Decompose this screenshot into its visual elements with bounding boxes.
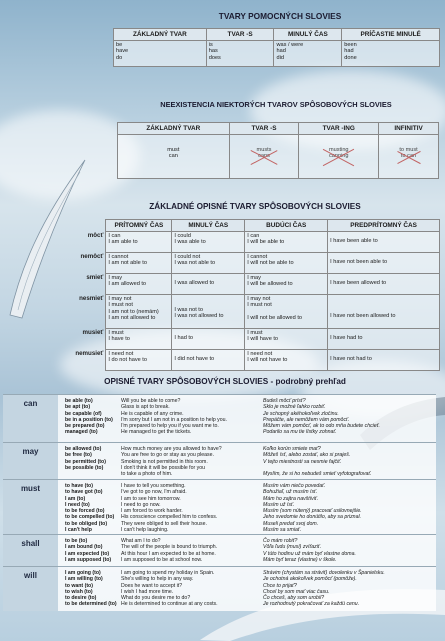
row-label: môcť: [87, 231, 104, 239]
table-cell: I have not been able to: [328, 253, 440, 274]
modal-section-may: [3, 442, 436, 479]
crossed-out-cell: to must to can: [379, 135, 439, 179]
table-cell: be have do: [114, 41, 207, 67]
table-cell: been had done: [342, 41, 440, 67]
forms-column: I am going (to) I am willing (to) to want (to) to wish (to) to desire (to) to be determined (to): [65, 570, 117, 608]
modal-section-shall: [3, 534, 436, 566]
table-cell: must can: [118, 135, 230, 179]
table-cell: I may I will be allowed to: [245, 274, 328, 295]
modal-verb-label: may: [3, 443, 58, 479]
table-cell: I cannot I will not be able to: [245, 253, 328, 274]
english-examples-column: Will you be able to come? Glass is apt to break. He is capable of any crime. I'm sorry but I am not in a position to help you. I'm prepared to help you if you want me to. He managed to get the tickets.: [121, 398, 227, 436]
forms-column: be allowed (to) be free (to) be permitted (to) be possible (to): [65, 446, 106, 471]
modal-verb-label: will: [3, 567, 58, 611]
slovak-translations-column: Koľko korún smiete mať? Môžeš ísť, alebo zostať, ako si praješ. V tejto miestnosti sa nesmie fajčiť. Myslím, že si ho nebudeš smieť vyfotografovať.: [263, 446, 372, 478]
column-header: ZÁKLADNÝ TVAR: [114, 29, 207, 41]
modal-verb-label: can: [3, 395, 58, 442]
crossed-out-cell: musting canning: [299, 135, 379, 179]
column-header: INFINITIV: [379, 123, 439, 135]
table-cell: I can I will be able to: [245, 232, 328, 253]
modal-verb-label: must: [3, 480, 58, 534]
table-cell: I had to: [172, 329, 245, 350]
forms-column: be able (to) be apt (to) be capable (of) be in a position (to) be prepared (to) managed (to): [65, 398, 113, 436]
table-cell: I was allowed to: [172, 274, 245, 295]
modal-section-can: [3, 394, 436, 442]
missing-forms-table: [117, 122, 439, 179]
forms-column: to be (to) I am bound (to) I am expected (to) I am supposed (to): [65, 538, 112, 563]
table-cell: I can I am able to: [106, 232, 172, 253]
forms-column: to have (to) to have got (to) I am (to) I need (to) to be forced (to) to be compelled (to) to be obliged (to) I can't help: [65, 483, 115, 534]
table-cell: is has does: [206, 41, 274, 67]
table-cell: I have not had to: [328, 350, 440, 371]
modal-section-will: [3, 566, 436, 611]
basic-modal-forms-table: [52, 219, 440, 371]
row-label: smieť: [86, 273, 104, 281]
corner-cell: [52, 220, 106, 232]
row-label: nemusieť: [75, 349, 104, 357]
table-cell: I have had to: [328, 329, 440, 350]
column-header: TVAR -S: [206, 29, 274, 41]
table-cell: I did not have to: [172, 350, 245, 371]
table-cell: I have been allowed to: [328, 274, 440, 295]
table-cell: I must I have to: [106, 329, 172, 350]
table-cell: I cannot I am not able to: [106, 253, 172, 274]
row-label: nemôcť: [80, 252, 104, 260]
table-cell: I could I was able to: [172, 232, 245, 253]
crossed-out-cell: musts cans: [229, 135, 299, 179]
column-header: PRÍČASTIE MINULÉ: [342, 29, 440, 41]
section-title-basic-forms: ZÁKLADNÉ OPISNÉ TVARY SPÔSOBOVÝCH SLOVIES: [149, 202, 361, 211]
table-cell: I was not to I was not allowed to: [172, 295, 245, 329]
column-header: MINULÝ ČAS: [172, 220, 245, 232]
table-cell: I must I will have to: [245, 329, 328, 350]
slovak-translations-column: Budeš môcť prísť? Sklo je možné ľahko rozbiť. Je schopný akéhokoľvek zločinu. Prepáčte, ale nemôžem vám pomôcť. Môžem vám pomôcť, ak to odo mňa budete chcieť. Podarilo sa mu tie lístky zohnať.: [263, 398, 380, 436]
table-cell: was / were had did: [274, 41, 342, 67]
column-header: PREDPRÍTOMNÝ ČAS: [328, 220, 440, 232]
modal-verb-label: shall: [3, 535, 58, 566]
table-cell: I may not I must not I will not be allowed to: [245, 295, 328, 329]
column-header: PRÍTOMNÝ ČAS: [106, 220, 172, 232]
modal-section-must: [3, 479, 436, 534]
section-title-missing-forms: NEEXISTENCIA NIEKTORÝCH TVAROV SPÔSOBOVÝCH SLOVIES: [160, 100, 392, 109]
column-header: MINULÝ ČAS: [274, 29, 342, 41]
table-cell: I may not I must not I am not to (nemám) I am not allowed to: [106, 295, 172, 329]
english-examples-column: What am I to do? The will of the people is bound to triumph. At this hour I am expected to be at home. I am supposed to be at school now.: [121, 538, 218, 563]
english-examples-column: How much money are you allowed to have? You are free to go or stay as you please. Smoking is not permitted in this room. I don't think it will be possible for you to take a photo of him.: [121, 446, 222, 478]
column-header: TVAR -ING: [299, 123, 379, 135]
slovak-translations-column: Čo mám robiť? Vôľa ľudu (musí) zvíťaziť. V túto hodinu už mám byť vlastne doma. Mám byť teraz (vlastne) v škole.: [263, 538, 356, 563]
section-title-detailed-overview: OPISNÉ TVARY SPÔSOBOVÝCH SLOVIES - podrobný prehľad: [104, 377, 346, 386]
slovak-translations-column: Strávim (chystám sa stráviť) dovolenku v Španielsku. Je ochotná akokoľvek pomôcť (pomôže). Chce to prijať? Chcel by som mať viac času. Čo chceš, aby som urobil? Je rozhodnutý pokračovať za každú cenu.: [263, 570, 385, 608]
table-cell: I could not I was not able to: [172, 253, 245, 274]
row-label: nesmieť: [79, 294, 104, 302]
table-cell: I have not been allowed to: [328, 295, 440, 329]
row-label: musieť: [82, 328, 104, 336]
table-cell: I need not I will not have to: [245, 350, 328, 371]
table-cell: I have been able to: [328, 232, 440, 253]
column-header: TVAR -S: [229, 123, 299, 135]
english-examples-column: I am going to spend my holiday in Spain. She's willing to help in any way. Does he want to accept it? I wish I had more time. What do you desire me to do? He is determined to continue at any costs.: [121, 570, 218, 608]
slovak-translations-column: Musím vám niečo povedať. Bohužiaľ, už musím ísť. Mám ho zajtra navštíviť. Musím už ísť. Musím (som nútený) pracovať usilovnejšie. Jeho svedomie ho donútilo, aby sa priznal. Museli predať svoj dom. Musím sa smiať.: [263, 483, 362, 534]
english-examples-column: I have to tell you something. I've got to go now, I'm afraid. I am to see him tomorrow. I need to go now. I am forced to work harder. His conscience compelled him to confess. They were obliged to sell their house. I can't help laughing.: [121, 483, 218, 534]
column-header: BUDÚCI ČAS: [245, 220, 328, 232]
table-cell: I need not I do not have to: [106, 350, 172, 371]
auxiliary-verbs-table: [113, 28, 440, 67]
column-header: ZÁKLADNÝ TVAR: [118, 123, 230, 135]
table-cell: I may I am allowed to: [106, 274, 172, 295]
section-title-auxiliary-verbs: TVARY POMOCNÝCH SLOVIES: [218, 11, 342, 21]
